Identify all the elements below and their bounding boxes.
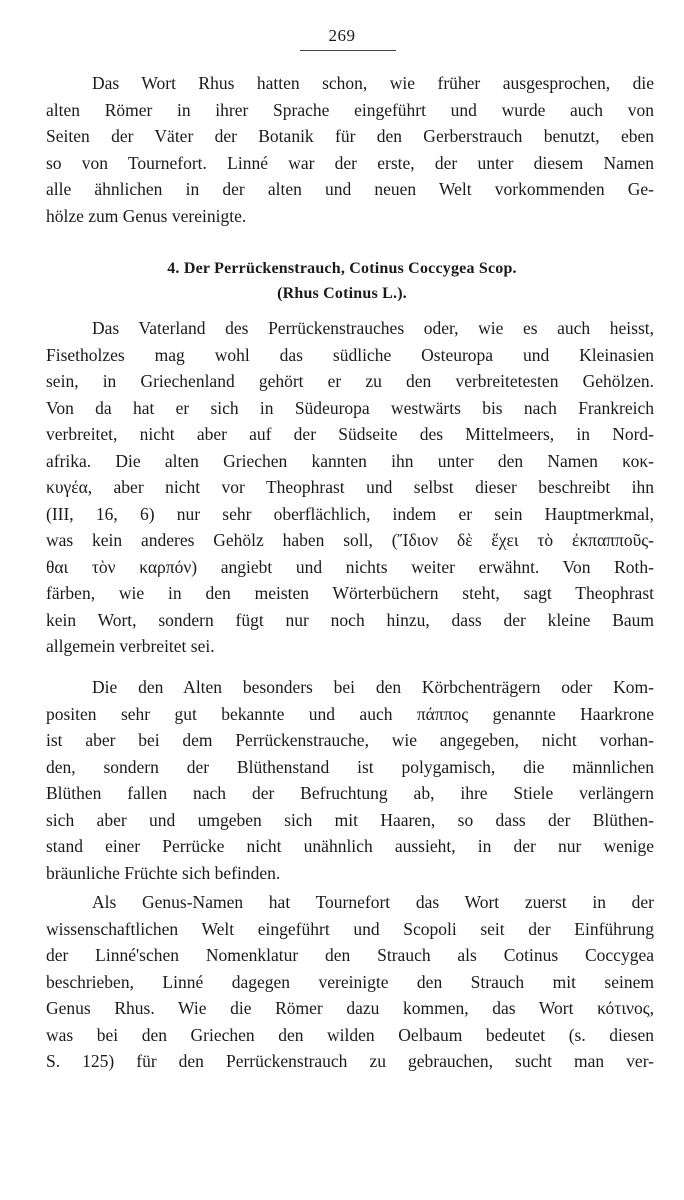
paragraph-rhus-name [46,70,654,229]
text-line: Genus Rhus. Wie die Römer dazu kommen, das Wort κότινος, [46,998,654,1018]
text-line: alten Römer in ihrer Sprache eingeführt und wurde auch von [46,99,654,120]
text-line: was bei den Griechen den wilden Oelbaum bedeutet (s. diesen [46,1024,654,1045]
text-line: alle ähnlichen in der alten und neuen Welt vorkommenden Ge- [46,179,654,199]
text-line: färben, wie in den meisten Wörterbüchern steht, sagt Theophrast [46,583,654,603]
text-line: κυγέα, aber nicht vor Theophrast und selbst dieser beschreibt ihn [46,477,654,497]
text-line: bräunliche Früchte sich befinden. [46,862,281,883]
text-line: kein Wort, sondern fügt nur noch hinzu, dass der kleine Baum [46,609,654,630]
text-line: was kein anderes Gehölz haben soll, (Ἴδιον δὲ ἔχει τὸ ἐκπαπποῦς- [46,530,654,550]
text-line: hölze zum Genus vereinigte. [46,205,247,226]
text-line: sich aber und umgeben sich mit Haaren, so dass der Blüthen- [46,809,654,830]
text-line: Seiten der Väter der Botanik für den Gerberstrauch benutzt, eben [46,126,654,146]
paragraph-pappus [46,674,654,886]
text-line: der Linné'schen Nomenklatur den Strauch als Cotinus Coccygea [46,945,654,965]
text-line: positen sehr gut bekannte und auch πάππος genannte Haarkrone [46,703,654,724]
text-line: wissenschaftlichen Welt eingeführt und Scopoli seit der Einführung [46,918,654,939]
section-subheading: (Rhus Cotinus L.). [277,285,407,302]
page-number-rule [300,50,396,51]
paragraph-genus-name [46,889,654,1075]
text-line: (III, 16, 6) nur sehr oberflächlich, indem er sein Hauptmerkmal, [46,503,654,524]
text-line: sein, in Griechenland gehört er zu den verbreitetesten Gehölzen. [46,371,654,391]
text-line: allgemein verbreitet sei. [46,636,215,656]
text-line: Von da hat er sich in Südeuropa westwärts bis nach Frankreich [46,397,654,418]
text-line: so von Tournefort. Linné war der erste, der unter diesem Namen [46,152,654,173]
text-line: Als Genus-Namen hat Tournefort das Wort zuerst in der [92,892,654,912]
text-line: Das Wort Rhus hatten schon, wie früher ausgesprochen, die [92,73,654,93]
text-line: verbreitet, nicht aber auf der Südseite des Mittelmeers, in Nord- [46,424,654,444]
text-line: den, sondern der Blüthenstand ist polygamisch, die männlichen [46,756,654,777]
text-line: θαι τὸν καρπόν) angiebt und nichts weiter erwähnt. Von Roth- [46,556,654,577]
page-number: 269 [328,26,356,45]
text-line: S. 125) für den Perrückenstrauch zu gebrauchen, sucht man ver- [46,1051,654,1071]
text-line: Das Vaterland des Perrückenstrauches oder, wie es auch heisst, [92,318,654,338]
text-line: Blüthen fallen nach der Befruchtung ab, ihre Stiele verlängern [46,783,654,803]
text-line: Die den Alten besonders bei den Körbchenträgern oder Kom- [92,677,654,697]
text-line: beschrieben, Linné dagegen vereinigte den Strauch mit seinem [46,971,654,992]
section-heading: 4. Der Perrückenstrauch, Cotinus Coccygea Scop. [167,260,517,277]
paragraph-homeland [46,315,654,660]
text-line: ist aber bei dem Perrückenstrauche, wie angegeben, nicht vorhan- [46,730,654,750]
text-line: stand einer Perrücke nicht unähnlich aussieht, in der nur wenige [46,836,654,856]
text-line: afrika. Die alten Griechen kannten ihn unter den Namen κοκ- [46,450,654,471]
text-line: Fisetholzes mag wohl das südliche Osteuropa und Kleinasien [46,344,654,365]
